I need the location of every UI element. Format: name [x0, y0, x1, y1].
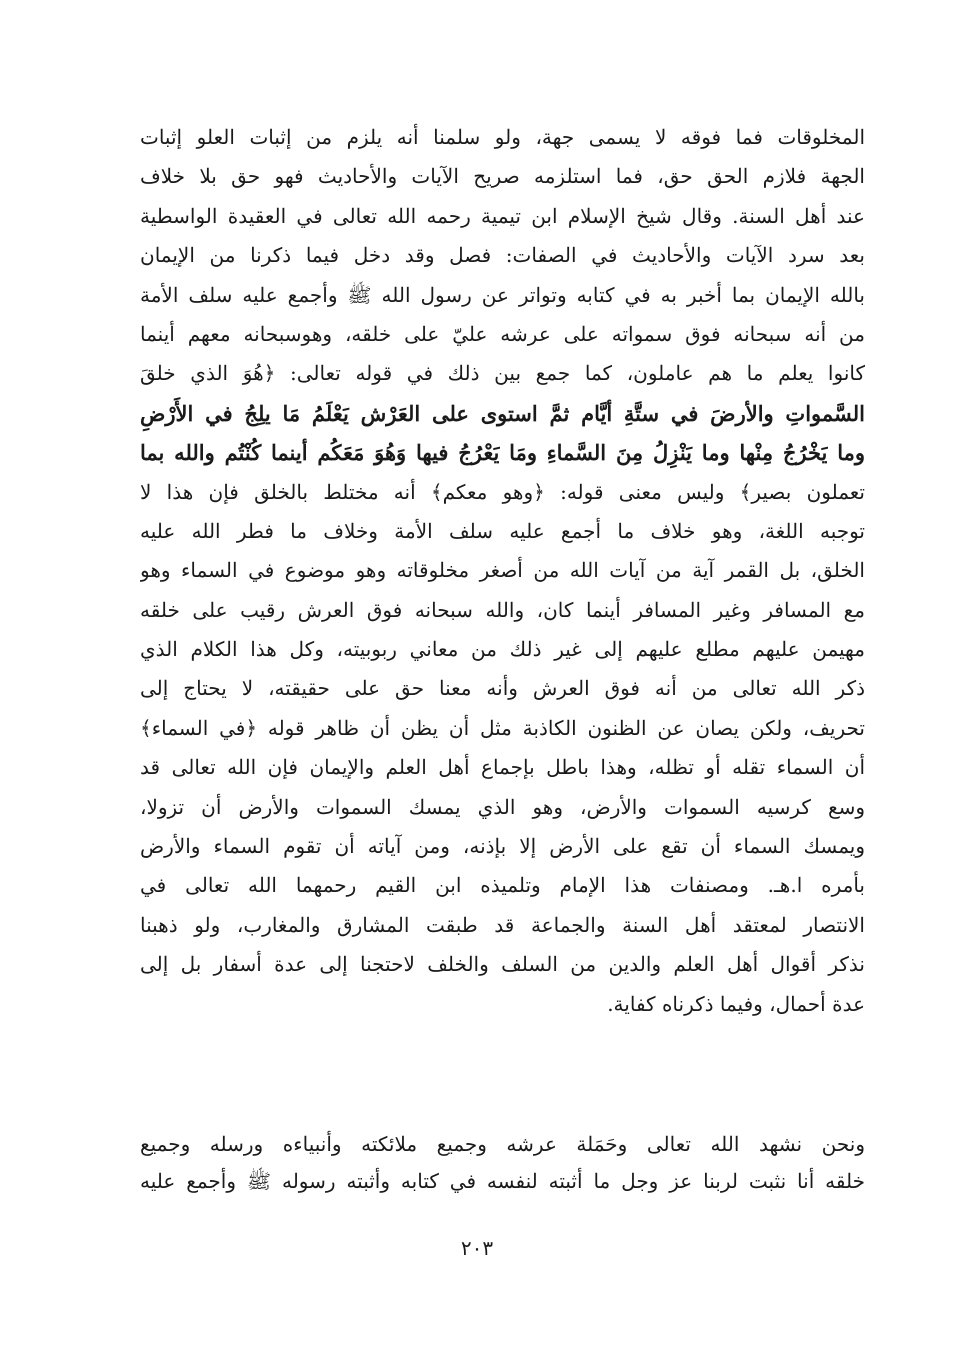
text-line: مهيمن عليهم مطلع عليهم إلى غير ذلك من معاني ربوبيته، وكل هذا الكلام الذي: [140, 637, 865, 662]
text-line: كانوا يعلم ما هم عاملون، كما جمع بين ذلك في قوله تعالى: ﴿هُوَ الذي خلقَ: [140, 361, 865, 386]
text-line: وسع كرسيه السموات والأرض، وهو الذي يمسك السموات والأرض أن تزولا،: [140, 794, 865, 819]
text-line: عدة أحمال، وفيما ذكرناه كفاية.: [607, 991, 865, 1016]
text-line: مع المسافر وغير المسافر أينما كان، والله سبحانه فوق العرش رقيب على خلقه: [140, 597, 865, 622]
text-line: من أنه سبحانه فوق سمواته على عرشه عليّ على خلقه، وهوسبحانه معهم أينما: [140, 321, 865, 346]
text-line: نذكر أقوال أهل العلم والدين من السلف والخلف لاحتجنا إلى عدة أسفار بل إلى: [140, 952, 865, 977]
paragraph-second: [140, 1126, 865, 1200]
text-line: الجهة فلازم الحق حق، فما استلزمه صريح الآيات والأحاديث فهو حق بلا خلاف: [140, 164, 865, 189]
text-line: بأمره ا.هـ. ومصنفات هذا الإمام وتلميذه ابن القيم رحمهما الله تعالى في: [140, 873, 865, 898]
text-line: أن السماء تقله أو تظله، وهذا باطل بإجماع أهل العلم والإيمان فإن الله تعالى قد: [140, 755, 865, 780]
text-line: بعد سرد الآيات والأحاديث في الصفات: فصل وقد دخل فيما ذكرنا من الإيمان: [140, 243, 865, 268]
text-line: خلقه أنا نثبت لربنا عز وجل ما أثبته لنفسه في كتابه وأثبته رسوله ﷺ وأجمع عليه: [140, 1169, 865, 1193]
text-line: تعملون بصير﴾ وليس معنى قوله: ﴿وهو معكم﴾ أنه مختلط بالخلق فإن هذا لا: [140, 479, 865, 504]
text-line: ونحن نشهد الله تعالى وحَمَلة عرشه وجميع ملائكته وأنبياءه ورسله وجميع: [140, 1132, 865, 1156]
text-line: ذكر الله تعالى من أنه فوق العرش وأنه معنا حق على حقيقته، لا يحتاج إلى: [140, 676, 865, 701]
text-line: الانتصار لمعتقد أهل السنة والجماعة قد طبقت المشارق والمغارب، ولو ذهبنا: [140, 912, 865, 937]
text-line: ويمسك السماء أن تقع على الأرض إلا بإذنه، ومن آياته أن تقوم السماء والأرض: [140, 834, 865, 859]
text-line: الخلق، بل القمر آية من آيات الله من أصغر مخلوقاته وهو موضوع في السماء وهو: [140, 558, 865, 583]
text-line: توجبه اللغة، وهو خلاف ما أجمع عليه سلف الأمة وخلاف ما فطر الله عليه: [140, 518, 865, 543]
text-line: تحريف، ولكن يصان عن الظنون الكاذبة مثل أن يظن أن ظاهر قوله ﴿في السماء﴾: [140, 715, 865, 740]
quran-verse-line: وما يَخْرُجُ مِنْها وما يَنْزِلُ مِنَ السَّماءِ ومَا يَعْرُجُ فيها وَهُوَ مَعَكُم أينما كُنْتُم والله بما: [140, 440, 865, 466]
paragraph-main: [140, 118, 865, 1024]
quran-verse-line: السَّمواتِ والأرضَ في ستَّةِ أيَّام ثمَّ استوى على العَرْش يَعْلَمُ مَا يلِجُ في الأَرْضِ: [140, 400, 865, 426]
page-number: ٢٠٣: [460, 1236, 494, 1260]
text-line: عند أهل السنة. وقال شيخ الإسلام ابن تيمية رحمه الله تعالى في العقيدة الواسطية: [140, 203, 865, 228]
text-line: المخلوقات فما فوقه لا يسمى جهة، ولو سلمنا أنه يلزم من إثبات العلو إثبات: [140, 125, 865, 149]
text-line: بالله الإيمان بما أخبر به في كتابه وتواتر عن رسول الله ﷺ وأجمع عليه سلف الأمة: [140, 282, 865, 307]
